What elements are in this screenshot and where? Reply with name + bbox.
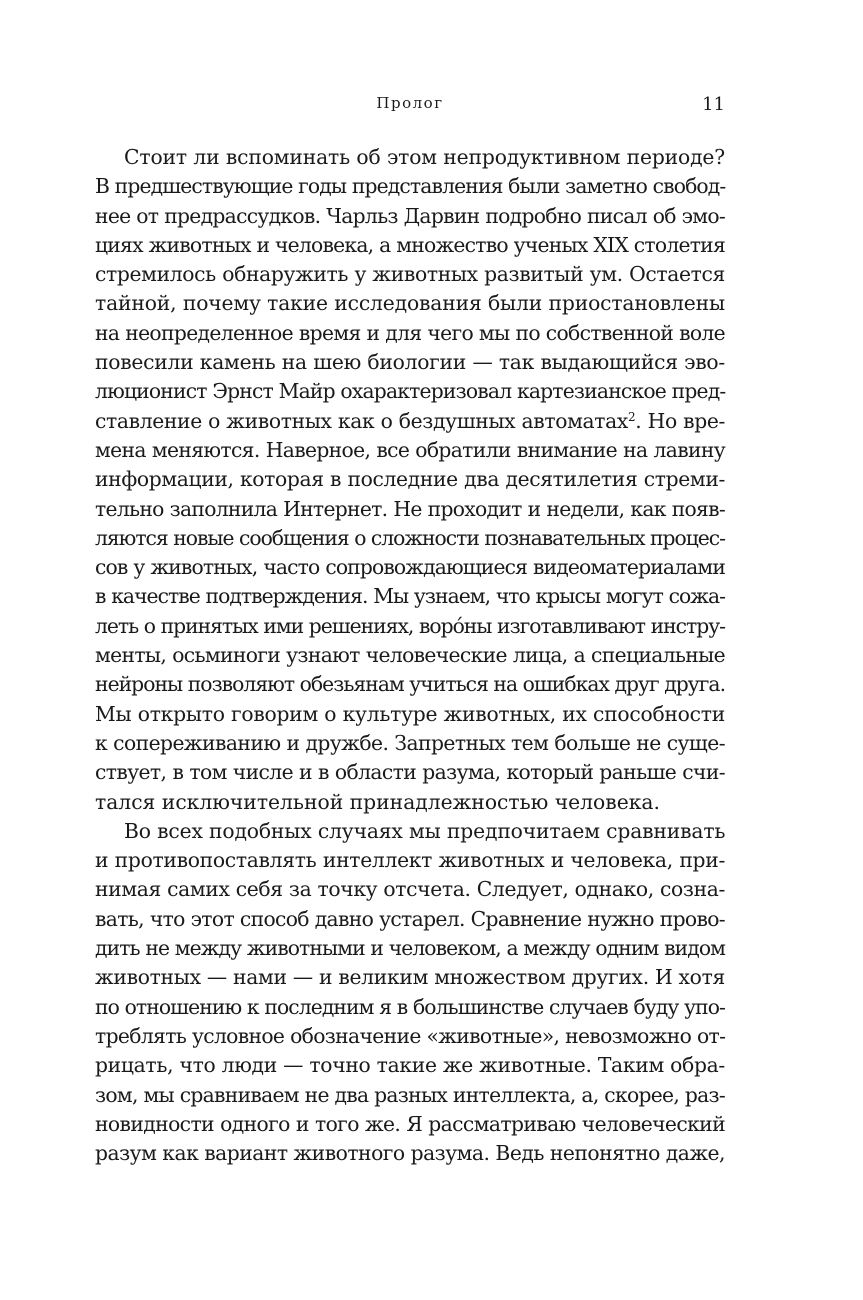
text-line: к сопереживанию и дружбе. Запретных тем больше не суще- — [95, 730, 725, 755]
text-line: дить не между животными и человеком, а между одним видом — [95, 936, 725, 961]
text-line: и противопоставлять интеллект животных и человека, при- — [95, 848, 725, 873]
text-line: стремилось обнаружить у животных развитый ум. Остается — [95, 262, 725, 287]
paragraph-2 — [95, 817, 725, 1169]
text-segment: ставление о животных как о бездушных автоматах — [95, 408, 628, 433]
text-line: сов у животных, часто сопровождающиеся видеоматериалами — [95, 555, 725, 580]
text-line: информации, которая в последние два десятилетия стреми- — [95, 467, 725, 492]
text-line: вать, что этот способ давно устарел. Сравнение нужно прово- — [95, 906, 725, 931]
page-header — [95, 90, 725, 120]
text-line: циях животных и человека, а множество ученых XIX столетия — [95, 232, 725, 257]
text-line: тайной, почему такие исследования были приостановлены — [95, 291, 725, 316]
text-line-with-footnote — [95, 407, 725, 436]
text-line: Во всех подобных случаях мы предпочитаем сравнивать — [124, 818, 726, 843]
text-line: тельно заполнила Интернет. Не проходит и недели, как появ- — [95, 496, 725, 521]
text-line: по отношению к последним я в большинстве случаев буду упо- — [95, 994, 725, 1019]
text-line: новидности одного и того же. Я рассматриваю человеческий — [95, 1111, 725, 1136]
text-line: на неопределенное время и для чего мы по собственной воле — [95, 320, 725, 345]
text-line: животных — нами — и великим множеством других. И хотя — [95, 965, 725, 990]
text-line: ляются новые сообщения о сложности познавательных процес- — [95, 525, 725, 550]
text-segment: . Но вре- — [635, 408, 725, 433]
text-line: Стоит ли вспоминать об этом непродуктивном периоде? — [124, 145, 725, 169]
text-line: в качестве подтверждения. Мы узнаем, что крысы могут сожа- — [95, 584, 725, 609]
body-text — [95, 143, 725, 1168]
paragraph-1 — [95, 143, 725, 817]
text-line: менты, осьминоги узнают человеческие лица, а специальные — [95, 643, 725, 668]
text-line: мена меняются. Наверное, все обратили внимание на лавину — [95, 437, 725, 462]
text-line: В предшествующие годы представления были заметно свобод- — [95, 174, 726, 199]
text-line: люционист Эрнст Майр охарактеризовал картезианское пред- — [95, 379, 726, 404]
footnote-marker[interactable]: 2 — [627, 409, 636, 424]
text-line: треблять условное обозначение «животные», невозможно от- — [95, 1023, 726, 1048]
text-line: зом, мы сравниваем не два разных интеллекта, а, скорее, раз- — [95, 1082, 726, 1107]
text-line: тался исключительной принадлежностью человека. — [95, 789, 660, 814]
text-line: повесили камень на шею биологии — так выдающийся эво- — [95, 350, 725, 375]
text-line: нимая самих себя за точку отсчета. Следует, однако, созна- — [95, 877, 725, 902]
page-number: 11 — [702, 94, 725, 115]
text-line: Мы открыто говорим о культуре животных, их способности — [95, 701, 725, 726]
text-line: разум как вариант животного разума. Ведь непонятно даже, — [95, 1141, 725, 1166]
running-head: Пролог — [376, 94, 444, 112]
text-line: нее от предрассудков. Чарльз Дарвин подробно писал об эмо- — [95, 203, 725, 228]
text-line: леть о принятых ими решениях, воро́ны изготавливают инстру- — [95, 613, 725, 638]
text-line: нейроны позволяют обезьянам учиться на ошибках друг друга. — [95, 672, 726, 697]
text-line: рицать, что люди — точно такие же животные. Таким обра- — [95, 1053, 725, 1078]
text-line: ствует, в том числе и в области разума, который раньше счи- — [95, 760, 725, 785]
